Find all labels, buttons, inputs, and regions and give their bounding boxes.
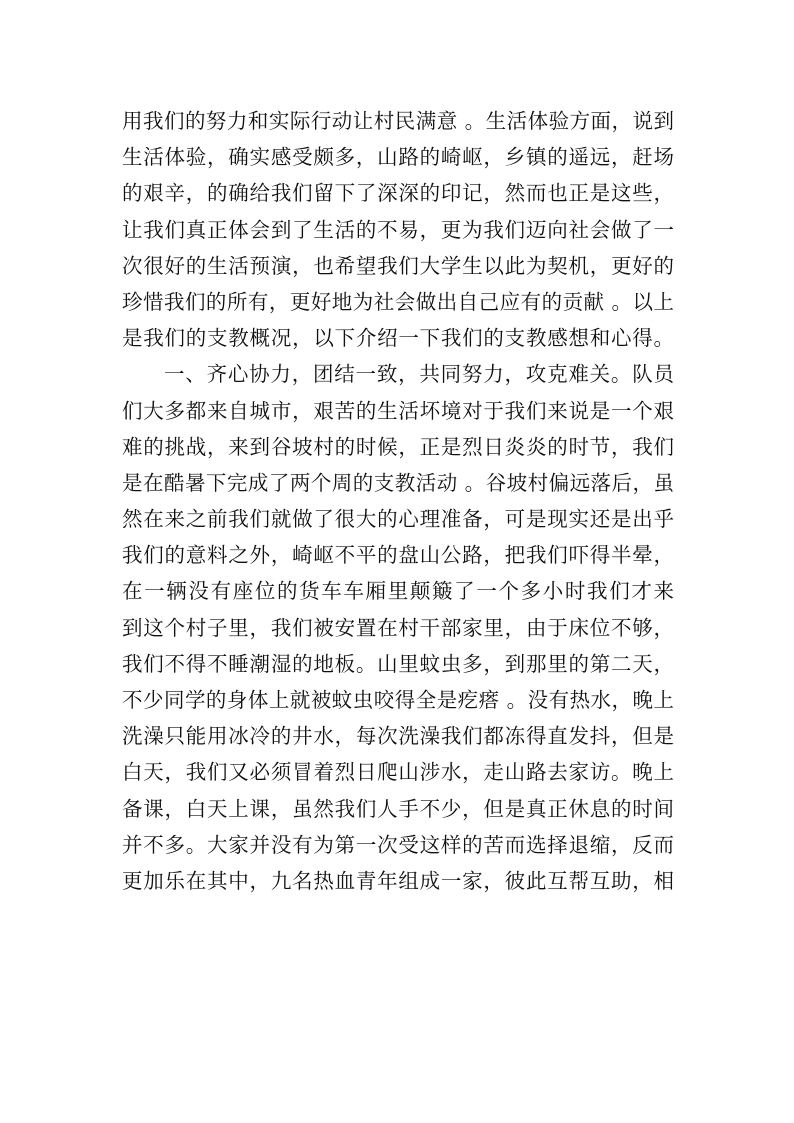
text-line: 备课，白天上课，虽然我们人手不少，但是真正休息的时间 (122, 796, 674, 821)
text-line: 生活体验，确实感受颇多，山路的崎岖，乡镇的遥远，赶场 (122, 145, 674, 170)
text-line: 洗澡只能用冰冷的井水，每次洗澡我们都冻得直发抖，但是 (122, 724, 674, 749)
text-line: 在一辆没有座位的货车车厢里颠簸了一个多小时我们才来 (122, 579, 674, 604)
text-line: 然在来之前我们就做了很大的心理准备，可是现实还是出乎 (122, 507, 674, 532)
text-line: 不少同学的身体上就被蚊虫咬得全是疙瘩 。没有热水，晚上 (122, 688, 674, 712)
text-line: 让我们真正体会到了生活的不易，更为我们迈向社会做了一 (122, 217, 674, 242)
text-line: 们大多都来自城市，艰苦的生活坏境对于我们来说是一个艰 (122, 398, 674, 423)
text-line: 珍惜我们的所有，更好地为社会做出自己应有的贡献 。以上 (122, 289, 674, 314)
text-line: 白天，我们又必须冒着烈日爬山涉水，走山路去家访。晚上 (122, 760, 674, 785)
text-line: 我们不得不睡潮湿的地板。山里蚊虫多，到那里的第二天， (122, 651, 674, 676)
text-line: 的艰辛，的确给我们留下了深深的印记，然而也正是这些， (122, 181, 674, 206)
paragraph-first-line: 一、齐心协力，团结一致，共同努力，攻克难关。队员 (164, 362, 674, 387)
text-line: 用我们的努力和实际行动让村民满意 。生活体验方面，说到 (122, 109, 674, 133)
text-line: 是我们的支教概况，以下介绍一下我们的支教感想和心得。 (122, 326, 674, 351)
text-line: 到这个村子里，我们被安置在村干部家里，由于床位不够， (122, 615, 674, 640)
text-line: 难的挑战，来到谷坡村的时候，正是烈日炎炎的时节，我们 (122, 434, 674, 459)
text-line: 更加乐在其中，九名热血青年组成一家，彼此互帮互助，相 (122, 868, 674, 893)
text-line: 并不多。大家并没有为第一次受这样的苦而选择退缩，反而 (122, 832, 674, 857)
text-line: 次很好的生活预演，也希望我们大学生以此为契机，更好的 (122, 253, 674, 278)
body-text (122, 103, 674, 899)
text-line: 是在酷暑下完成了两个周的支教活动 。谷坡村偏远落后，虽 (122, 470, 674, 495)
text-line: 我们的意料之外，崎岖不平的盘山公路，把我们吓得半晕， (122, 543, 674, 568)
